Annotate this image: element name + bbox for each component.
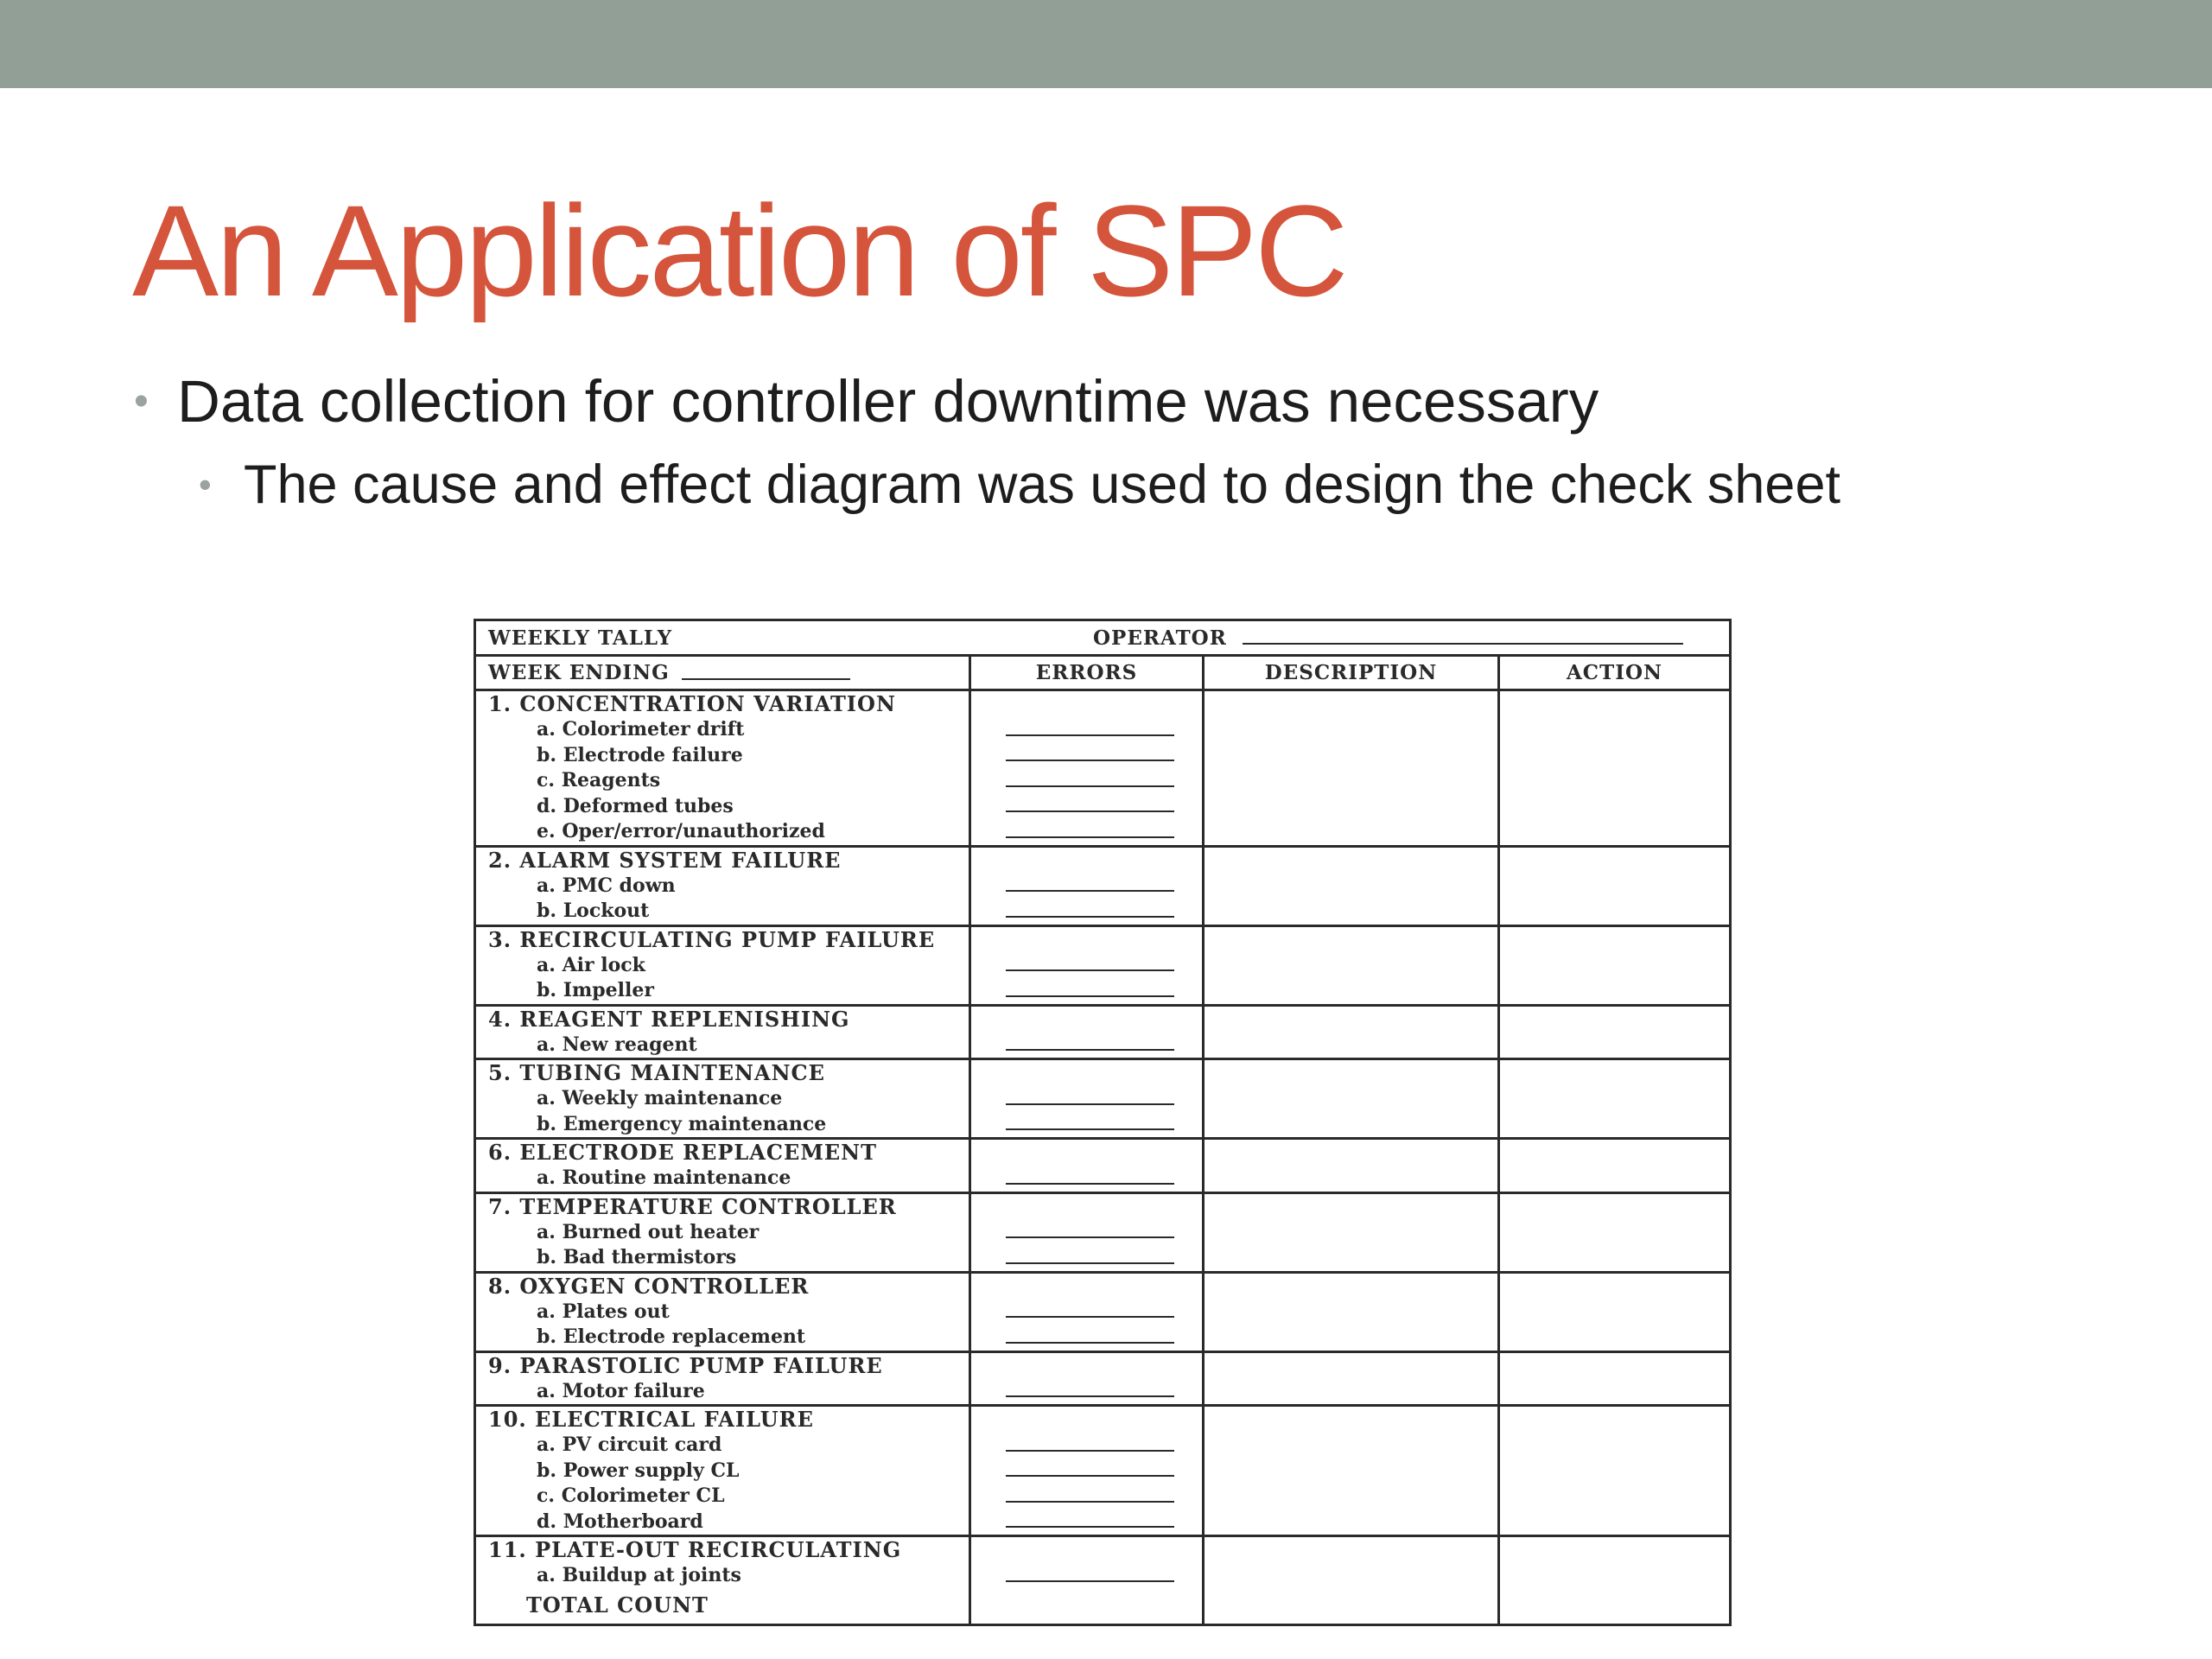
action-cell[interactable] [1500,691,1729,845]
action-cell[interactable] [1500,1353,1729,1405]
failure-category-row [476,1140,1729,1194]
action-cell[interactable] [1500,927,1729,1004]
cause-item: a. Routine maintenance [537,1166,791,1189]
errors-cell [971,927,1205,1004]
description-cell[interactable] [1205,1060,1500,1137]
sheet-header-row [476,621,1729,657]
cause-item: b. Electrode replacement [537,1325,806,1348]
top-banner [0,0,2212,88]
errors-tally-line[interactable] [971,1484,1202,1510]
errors-tally-line[interactable] [971,1300,1202,1325]
errors-cell [971,1353,1205,1405]
errors-cell [971,691,1205,845]
failure-category-row [476,1274,1729,1353]
category-title: 2. ALARM SYSTEM FAILURE [488,847,842,873]
category-cell [476,1407,971,1535]
total-errors-cell [971,1589,1205,1624]
errors-tally-line[interactable] [971,1510,1202,1535]
errors-tally-line[interactable] [971,1086,1202,1112]
errors-tally-line[interactable] [971,874,1202,899]
total-description-cell [1205,1589,1500,1624]
category-title: 10. ELECTRICAL FAILURE [488,1407,814,1432]
errors-cell [971,1274,1205,1351]
errors-tally-line[interactable] [971,717,1202,743]
category-title: 7. TEMPERATURE CONTROLLER [488,1193,897,1219]
category-title: 8. OXYGEN CONTROLLER [488,1273,810,1299]
cause-item: b. Electrode failure [537,743,743,766]
description-cell[interactable] [1205,1140,1500,1192]
week-ending-blank-line [682,666,850,680]
category-cell [476,1060,971,1137]
errors-tally-line[interactable] [971,743,1202,769]
errors-cell [971,1407,1205,1535]
errors-tally-line[interactable] [971,819,1202,845]
description-cell[interactable] [1205,1194,1500,1271]
category-title: 3. RECIRCULATING PUMP FAILURE [488,926,936,952]
errors-tally-line[interactable] [971,1166,1202,1192]
operator-blank-line [1243,631,1683,645]
cause-item: a. Burned out heater [537,1220,760,1243]
bullet-level-1 [134,363,1599,441]
cause-item: d. Motherboard [537,1510,703,1533]
cause-item: a. Air lock [537,953,645,976]
category-title: 4. REAGENT REPLENISHING [488,1006,850,1032]
errors-tally-line[interactable] [971,1379,1202,1405]
action-cell[interactable] [1500,1274,1729,1351]
cause-item: d. Deformed tubes [537,794,734,817]
errors-tally-line[interactable] [971,768,1202,794]
errors-tally-line[interactable] [971,899,1202,925]
errors-tally-line[interactable] [971,1325,1202,1351]
week-ending-label: WEEK ENDING [488,661,670,684]
errors-tally-line[interactable] [971,1033,1202,1058]
errors-tally-line[interactable] [971,1433,1202,1459]
bullet-level-2 [199,449,1840,520]
bullet-text: The cause and effect diagram was used to design the check sheet [244,454,1840,515]
column-header-action: ACTION [1566,661,1663,684]
operator-label: OPERATOR [1093,626,1227,650]
failure-category-row [476,927,1729,1007]
category-title: 5. TUBING MAINTENANCE [488,1060,825,1085]
failure-category-row [476,1194,1729,1274]
column-header-errors: ERRORS [971,657,1205,689]
slide-title: An Application of SPC [132,178,1346,323]
failure-category-row [476,1060,1729,1140]
total-count-label: TOTAL COUNT [476,1589,971,1624]
action-cell[interactable] [1500,1194,1729,1271]
description-cell[interactable] [1205,848,1500,925]
cause-item: a. Buildup at joints [537,1564,741,1586]
cause-item: a. New reagent [537,1033,697,1056]
total-action-cell [1500,1589,1729,1624]
cause-item: b. Power supply CL [537,1459,740,1482]
cause-item: a. PMC down [537,874,676,897]
column-header-description: DESCRIPTION [1205,657,1500,689]
errors-tally-line[interactable] [971,1563,1202,1589]
category-cell [476,1274,971,1351]
action-cell[interactable] [1500,1140,1729,1192]
errors-cell [971,1194,1205,1271]
errors-tally-line[interactable] [971,1112,1202,1138]
errors-tally-line[interactable] [971,1220,1202,1246]
category-cell [476,1194,971,1271]
week-ending-field [476,657,971,689]
category-title: 1. CONCENTRATION VARIATION [488,691,896,716]
category-title: 11. PLATE-OUT RECIRCULATING [488,1537,902,1562]
category-cell [476,848,971,925]
action-cell[interactable] [1500,848,1729,925]
errors-tally-line[interactable] [971,794,1202,820]
category-cell [476,1537,971,1589]
weekly-tally-label: WEEKLY TALLY [488,626,673,650]
failure-category-row [476,1407,1729,1537]
category-title: 6. ELECTRODE REPLACEMENT [488,1140,877,1165]
bullet-dot-icon: • [199,464,212,505]
action-cell[interactable] [1500,1007,1729,1058]
category-cell [476,691,971,845]
cause-item: a. Motor failure [537,1379,705,1402]
errors-cell [971,1060,1205,1137]
errors-cell [971,1140,1205,1192]
cause-item: b. Impeller [537,979,654,1001]
description-cell[interactable] [1205,1407,1500,1535]
action-cell[interactable] [1500,1537,1729,1589]
failure-category-row [476,1007,1729,1061]
errors-cell [971,1537,1205,1589]
failure-category-row [476,691,1729,848]
failure-category-row [476,1353,1729,1408]
description-cell[interactable] [1205,1274,1500,1351]
errors-cell [971,848,1205,925]
errors-tally-line[interactable] [971,978,1202,1004]
failure-category-row [476,848,1729,927]
action-cell[interactable] [1500,1060,1729,1137]
cause-item: c. Colorimeter CL [537,1484,725,1507]
category-cell [476,927,971,1004]
cause-item: b. Emergency maintenance [537,1112,827,1135]
errors-cell [971,1007,1205,1058]
errors-tally-line[interactable] [971,953,1202,979]
description-cell[interactable] [1205,927,1500,1004]
cause-item: a. Weekly maintenance [537,1087,783,1109]
category-cell [476,1007,971,1058]
sheet-column-header-row [476,657,1729,691]
cause-item: e. Oper/error/unauthorized [537,820,825,842]
cause-item: a. Colorimeter drift [537,718,745,741]
failure-category-row [476,1537,1729,1589]
category-cell [476,1140,971,1192]
description-cell[interactable] [1205,1537,1500,1589]
description-cell[interactable] [1205,691,1500,845]
description-cell[interactable] [1205,1353,1500,1405]
cause-item: b. Bad thermistors [537,1246,737,1268]
description-cell[interactable] [1205,1007,1500,1058]
category-title: 9. PARASTOLIC PUMP FAILURE [488,1352,883,1378]
category-cell [476,1353,971,1405]
bullet-dot-icon: • [134,378,149,424]
errors-tally-line[interactable] [971,1459,1202,1484]
operator-field [1093,626,1729,650]
total-count-row [476,1589,1729,1624]
cause-item: c. Reagents [537,769,661,791]
cause-item: b. Lockout [537,899,650,922]
bullet-text: Data collection for controller downtime was necessary [177,368,1599,435]
errors-tally-line[interactable] [971,1245,1202,1271]
action-cell[interactable] [1500,1407,1729,1535]
check-sheet-table [474,619,1732,1626]
cause-item: a. PV circuit card [537,1433,722,1456]
cause-item: a. Plates out [537,1300,670,1323]
